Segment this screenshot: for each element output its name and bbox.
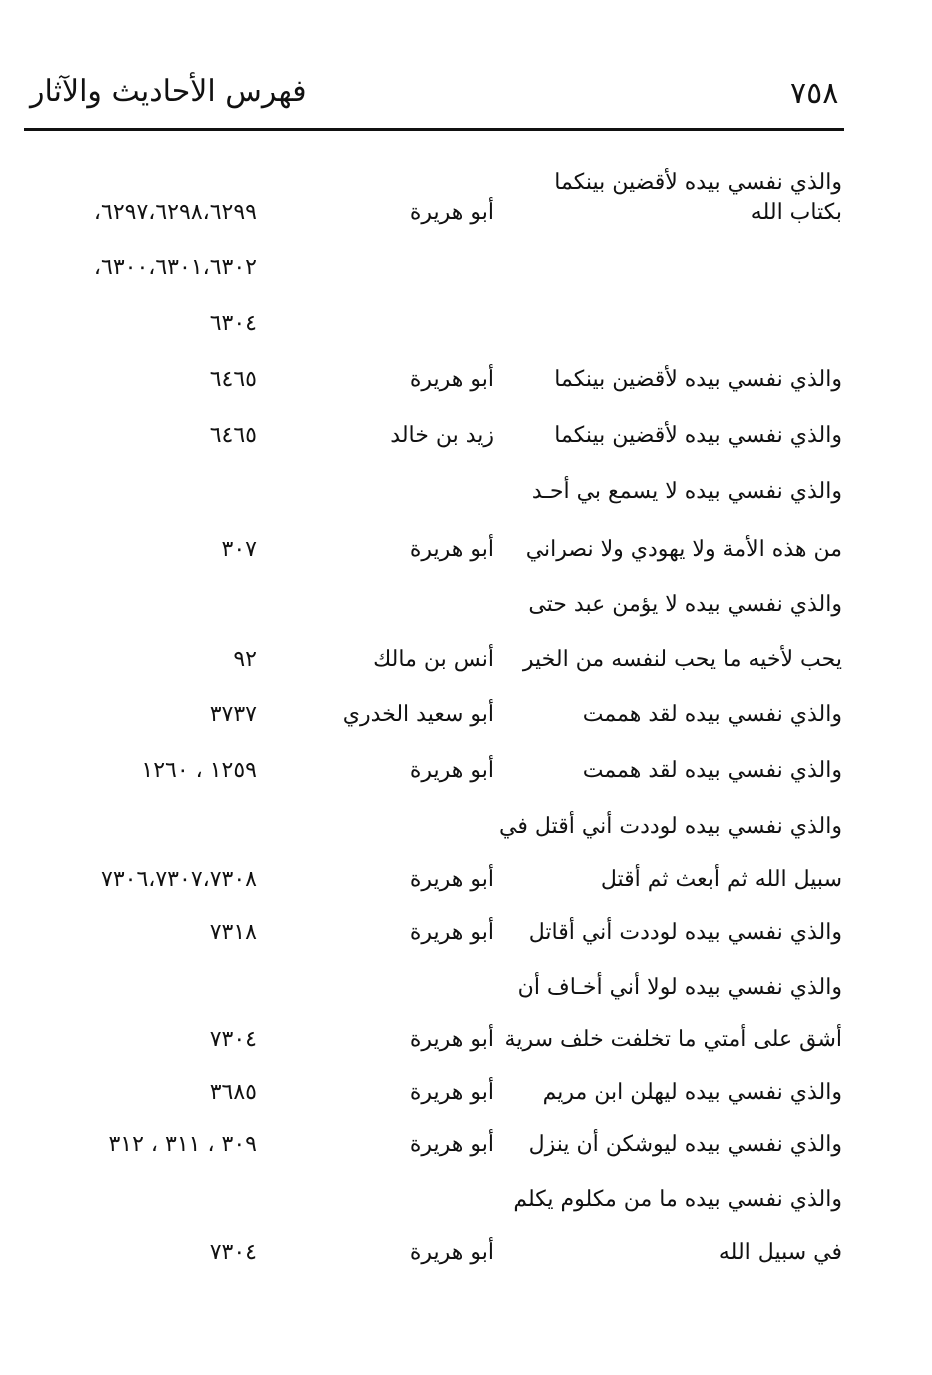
- reference-numbers: ٧٣٠٤: [209, 1240, 257, 1265]
- hadith-text: والذي نفسي بيده لقد هممت: [582, 702, 842, 727]
- reference-numbers: ١٢٥٩ ، ١٢٦٠: [141, 758, 257, 783]
- page-title: فهرس الأحاديث والآثار: [30, 74, 307, 109]
- hadith-text: والذي نفسي بيده ليهلن ابن مريم: [542, 1080, 842, 1105]
- reference-numbers: ٧٣٠٦،٧٣٠٧،٧٣٠٨: [101, 867, 257, 892]
- narrator: أبو هريرة: [409, 867, 494, 892]
- reference-numbers: ٦٣٠٤: [209, 311, 257, 336]
- narrator: أبو هريرة: [409, 1027, 494, 1052]
- reference-numbers: ٣٦٨٥: [209, 1080, 257, 1105]
- hadith-text: والذي نفسي بيده لأقضين بينكما: [554, 170, 842, 195]
- hadith-text: أشق على أمتي ما تخلفت خلف سرية: [504, 1027, 842, 1052]
- hadith-text: والذي نفسي بيده لوددت أني أقتل في: [499, 814, 842, 839]
- reference-numbers: ٦٤٦٥: [209, 367, 257, 392]
- hadith-text: سبيل الله ثم أبعث ثم أقتل: [600, 867, 842, 892]
- narrator: أبو هريرة: [409, 367, 494, 392]
- narrator: أبو هريرة: [409, 1240, 494, 1265]
- reference-numbers: ٣٠٧: [221, 537, 257, 562]
- hadith-text: والذي نفسي بيده لقد هممت: [582, 758, 842, 783]
- narrator: أبو هريرة: [409, 1080, 494, 1105]
- hadith-text: والذي نفسي بيده ما من مكلوم يكلم: [513, 1187, 842, 1212]
- hadith-text: بكتاب الله: [750, 200, 842, 225]
- reference-numbers: ٧٣١٨: [209, 920, 257, 945]
- reference-numbers: ٧٣٠٤: [209, 1027, 257, 1052]
- reference-numbers: ٩٢: [233, 647, 257, 672]
- hadith-text: والذي نفسي بيده لولا أني أخـاف أن: [517, 975, 842, 1000]
- page-number: ٧٥٨: [790, 76, 839, 111]
- hadith-text: والذي نفسي بيده لأقضين بينكما: [554, 423, 842, 448]
- narrator: أنس بن مالك: [373, 647, 494, 672]
- hadith-text: في سبيل الله: [718, 1240, 842, 1265]
- hadith-text: من هذه الأمة ولا يهودي ولا نصراني: [525, 537, 842, 562]
- hadith-text: يحب لأخيه ما يحب لنفسه من الخير: [522, 647, 842, 672]
- reference-numbers: ٦٣٠٠،٦٣٠١،٦٣٠٢،: [93, 255, 257, 280]
- narrator: أبو سعيد الخدري: [342, 702, 494, 727]
- narrator: أبو هريرة: [409, 758, 494, 783]
- reference-numbers: ٦٢٩٧،٦٢٩٨،٦٢٩٩،: [93, 200, 257, 225]
- narrator: زيد بن خالد: [390, 423, 494, 448]
- hadith-text: والذي نفسي بيده لا يسمع بي أحـد: [531, 479, 842, 504]
- hadith-text: والذي نفسي بيده ليوشكن أن ينزل: [528, 1132, 842, 1157]
- header-divider: [24, 128, 844, 131]
- reference-numbers: ٣٠٩ ، ٣١١ ، ٣١٢: [108, 1132, 257, 1157]
- hadith-text: والذي نفسي بيده لوددت أني أقاتل: [528, 920, 842, 945]
- narrator: أبو هريرة: [409, 1132, 494, 1157]
- hadith-text: والذي نفسي بيده لا يؤمن عبد حتى: [528, 592, 842, 617]
- narrator: أبو هريرة: [409, 537, 494, 562]
- reference-numbers: ٦٤٦٥: [209, 423, 257, 448]
- hadith-text: والذي نفسي بيده لأقضين بينكما: [554, 367, 842, 392]
- narrator: أبو هريرة: [409, 200, 494, 225]
- reference-numbers: ٣٧٣٧: [209, 702, 257, 727]
- narrator: أبو هريرة: [409, 920, 494, 945]
